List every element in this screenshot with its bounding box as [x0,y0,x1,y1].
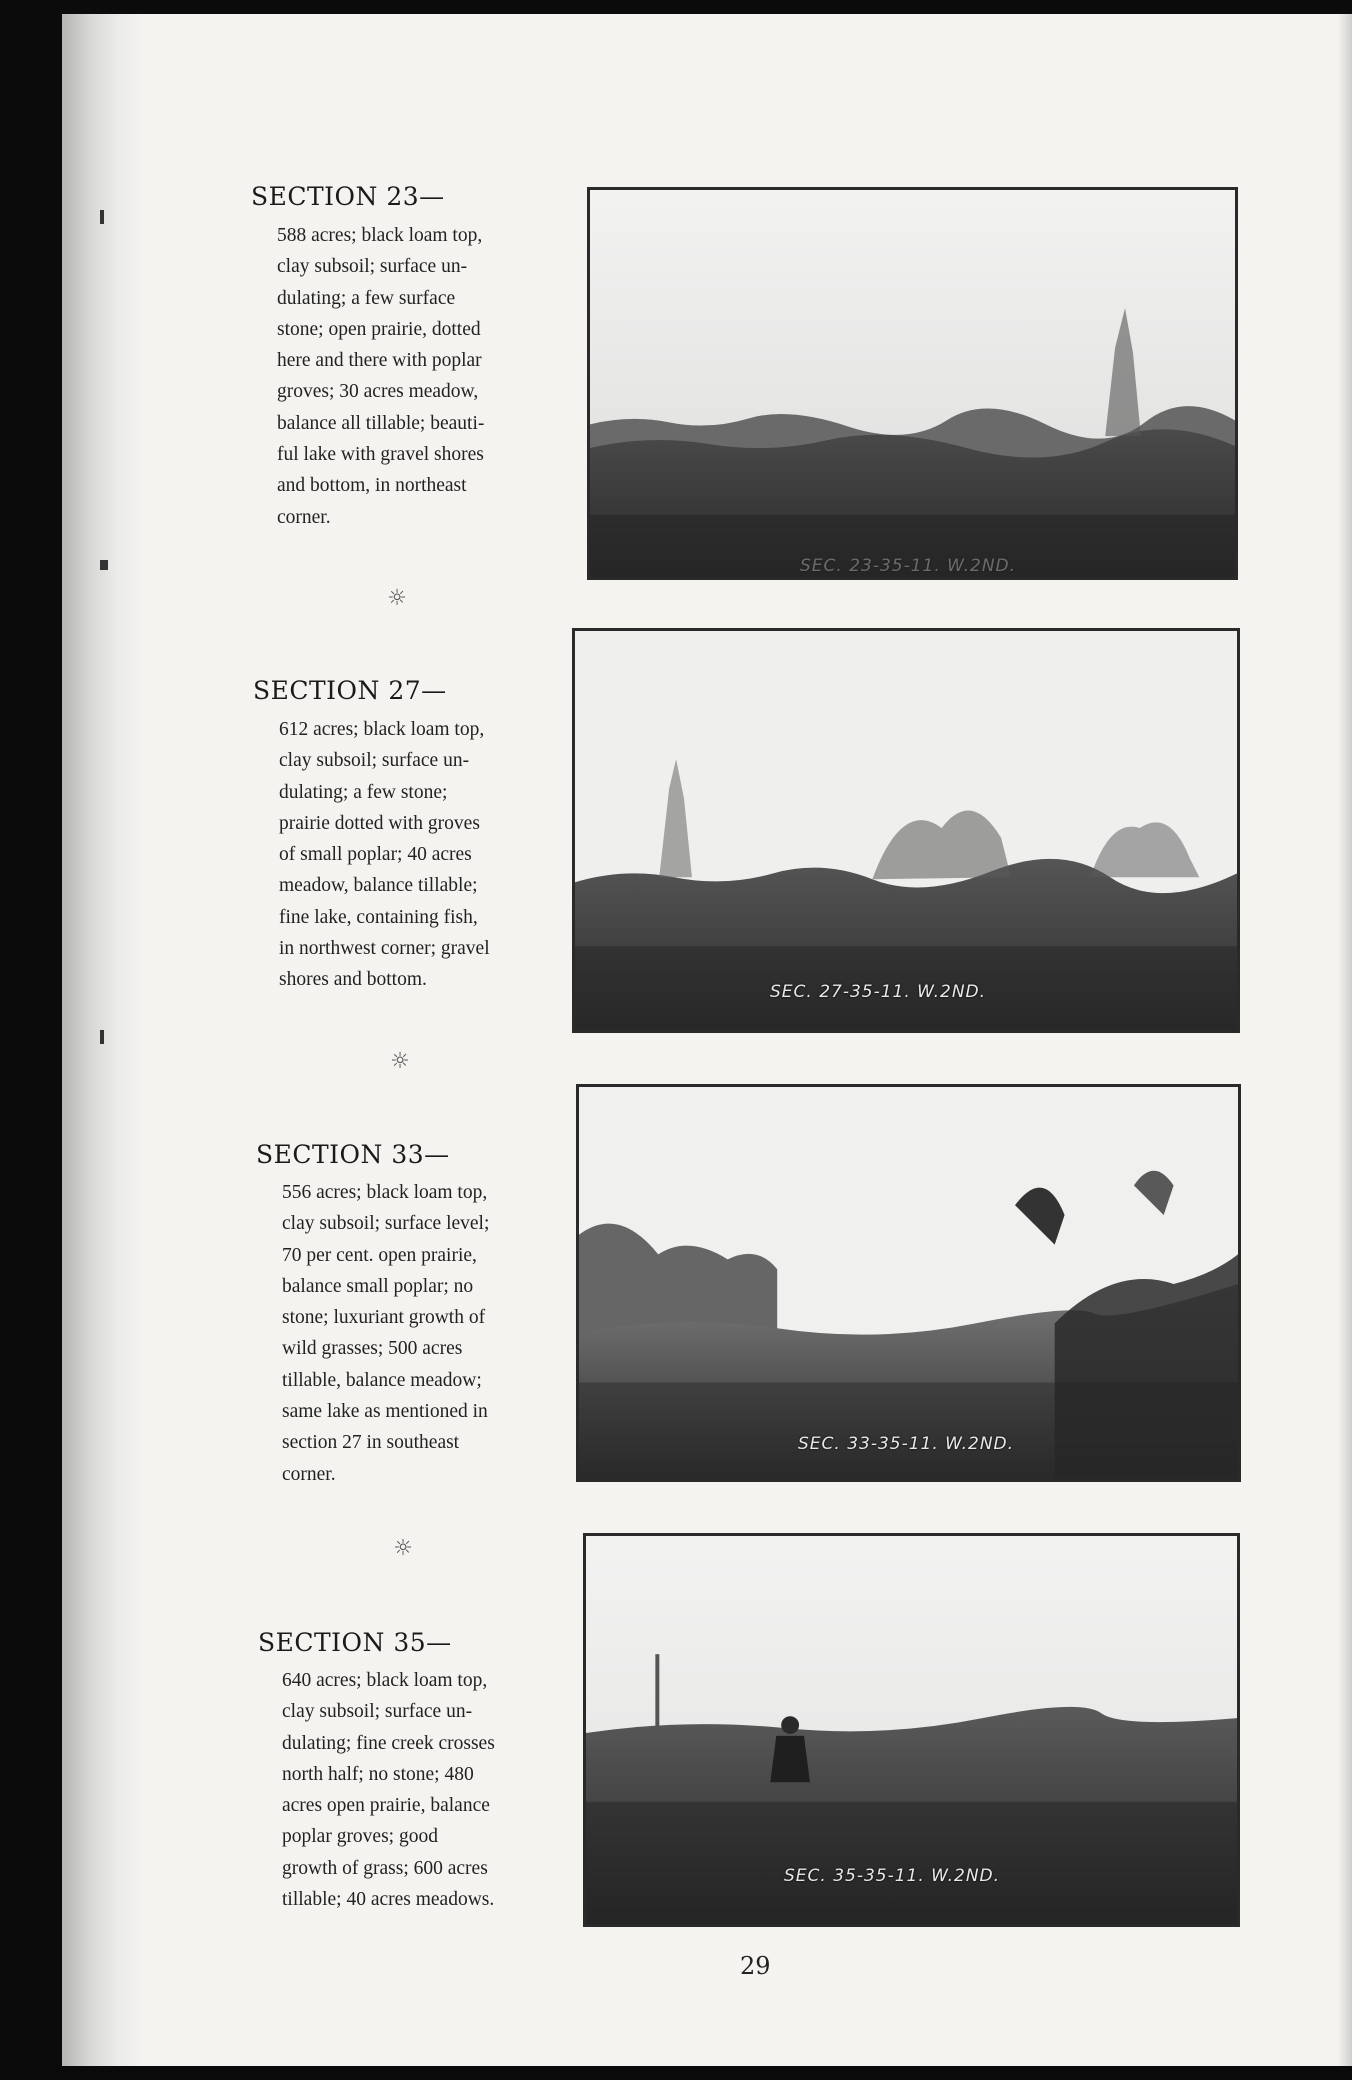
section-33-description [282,1177,550,1490]
description-line: north half; no stone; 480 [282,1763,474,1785]
section-23-description [277,220,545,533]
description-line: fine lake, containing fish, [279,906,478,928]
section-35-heading: SECTION 35— [258,1628,452,1657]
photo-caption: SEC. 23-35-11. W.2ND. [800,556,1017,576]
description-line: corner. [282,1463,336,1485]
description-line: clay subsoil; surface un- [282,1701,473,1723]
photo-caption: SEC. 35-35-11. W.2ND. [784,1866,1001,1886]
description-line: stone; open prairie, dotted [277,318,481,340]
section-35-description [282,1665,550,1915]
description-line: of small poplar; 40 acres [279,844,472,866]
description-line: balance all tillable; beauti- [277,412,485,434]
description-line: clay subsoil; surface level; [282,1213,490,1235]
prairie-photo [579,1087,1238,1479]
description-line: prairie dotted with groves [279,812,480,834]
prairie-photo [575,631,1237,1030]
margin-mark [100,1030,104,1044]
section-23-heading: SECTION 23— [251,182,445,211]
margin-mark [100,210,104,224]
description-line: same lake as mentioned in [282,1401,488,1423]
description-line: stone; luxuriant growth of [282,1307,486,1329]
description-line: here and there with poplar [277,350,482,372]
description-line: balance small poplar; no [282,1275,474,1297]
description-line: 612 acres; black loam top, [279,719,485,740]
description-line: 640 acres; black loam top, [282,1670,488,1691]
section-23-photo [587,187,1238,580]
page-number: 29 [740,1952,771,1980]
photo-caption: SEC. 33-35-11. W.2ND. [798,1434,1015,1454]
description-line: tillable, balance meadow; [282,1369,482,1391]
description-line: 556 acres; black loam top, [282,1182,488,1203]
ornament-icon: ☼ [390,1049,410,1074]
prairie-photo [590,190,1235,577]
description-line: in northwest corner; gravel [279,938,490,960]
description-line: dulating; a few stone; [279,781,448,803]
description-line: groves; 30 acres meadow, [277,381,479,403]
margin-mark [100,560,108,570]
description-line: growth of grass; 600 acres [282,1857,488,1879]
description-line: 70 per cent. open prairie, [282,1244,477,1266]
description-line: ful lake with gravel shores [277,444,484,466]
description-line: acres open prairie, balance [282,1795,490,1817]
description-line: 588 acres; black loam top, [277,225,483,246]
description-line: section 27 in southeast [282,1432,460,1454]
description-line: shores and bottom. [279,969,427,991]
page-edge-shadow [1338,14,1352,2066]
section-27-description [279,714,547,996]
section-33-heading: SECTION 33— [256,1140,450,1169]
ornament-icon: ☼ [393,1536,413,1561]
ornament-icon: ☼ [387,586,407,611]
description-line: and bottom, in northeast [277,475,467,497]
description-line: clay subsoil; surface un- [277,256,468,278]
section-27-heading: SECTION 27— [253,676,447,705]
section-33-photo [576,1084,1241,1482]
description-line: poplar groves; good [282,1826,438,1848]
description-line: wild grasses; 500 acres [282,1338,463,1360]
description-line: dulating; fine creek crosses [282,1732,495,1754]
description-line: clay subsoil; surface un- [279,750,470,772]
photo-caption: SEC. 27-35-11. W.2ND. [770,982,987,1002]
section-27-photo [572,628,1240,1033]
description-line: tillable; 40 acres meadows. [282,1889,495,1911]
description-line: meadow, balance tillable; [279,875,478,897]
description-line: dulating; a few surface [277,287,456,309]
description-line: corner. [277,506,331,528]
scan-border [0,2066,1352,2080]
